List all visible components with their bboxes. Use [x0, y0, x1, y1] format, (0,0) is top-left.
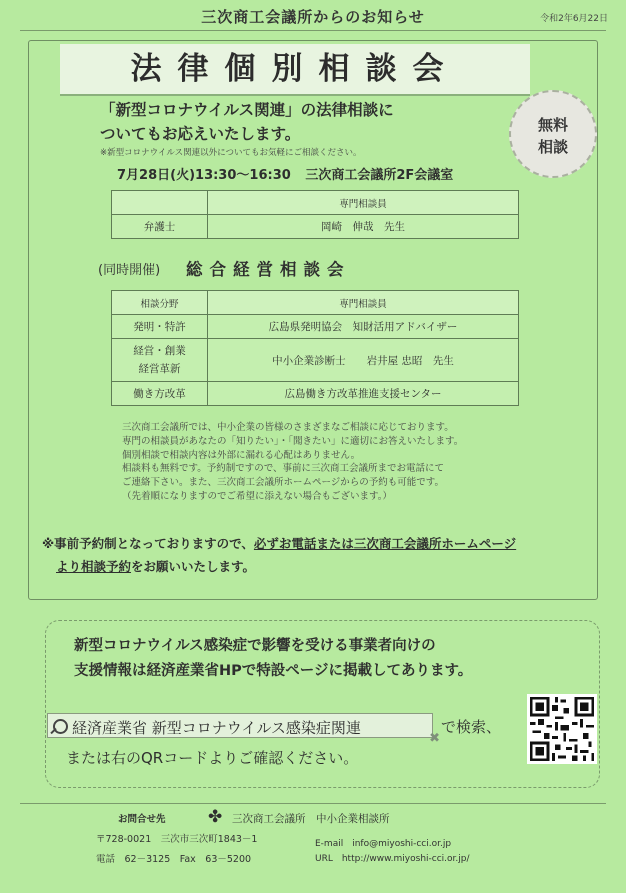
search-icon [53, 719, 68, 734]
event-datetime: 7月28日(火)13:30～16:30 [117, 168, 291, 183]
table-cell-field: 発明・特許 [112, 315, 208, 339]
notice-underlined: 必ずお電話または三次商工会議所ホームページ [253, 536, 517, 551]
qr-code[interactable] [527, 694, 597, 764]
table-cell-advisor: 中小企業診断士 岩井屋 忠昭 先生 [208, 339, 519, 382]
contact-org: 三次商工会議所 中小企業相談所 [232, 813, 390, 825]
lead-line-1: 「新型コロナウイルス関連」の法律相談に [100, 101, 394, 119]
search-box [47, 713, 440, 746]
consultation-table [111, 290, 519, 406]
subevent-prefix: (同時開催) [98, 263, 161, 278]
subevent-title: 総合経営相談会 [186, 260, 351, 279]
description-line: 三次商工会議所では、中小企業の皆様のさまざまなご相談に応じております。 [122, 422, 454, 433]
field-line-1: 経営・創業 [133, 345, 186, 357]
table-cell-advisor: 広島働き方改革推進支援センター [208, 382, 519, 406]
table1-header: 専門相談員 [208, 191, 519, 215]
notice-part-1: ※事前予約制となっておりますので、 [42, 536, 254, 551]
covid-line-3: または右のQRコードよりご確認ください。 [66, 749, 359, 767]
description [122, 421, 522, 504]
search-suffix: で検索、 [441, 718, 502, 736]
contact-url[interactable]: URL http://www.miyoshi-cci.or.jp/ [315, 854, 470, 864]
reservation-notice [42, 532, 516, 578]
header-divider [20, 30, 606, 31]
footer-divider [20, 803, 606, 804]
table-row [112, 315, 519, 339]
chamber-logo-icon: ✤ [208, 807, 223, 827]
notice-underlined-2: より相談予約 [56, 559, 132, 574]
description-line: ご連絡下さい。また、三次商工会議所ホームページからの予約も可能です。 [122, 477, 445, 489]
table-cell-field [112, 339, 208, 382]
notice-header-title: 三次商工会議所からのお知らせ [201, 8, 425, 26]
table2-col1: 相談分野 [112, 291, 208, 315]
table1-role: 弁護士 [112, 215, 208, 239]
lead-line-2: ついてもお応えいたします。 [100, 125, 301, 143]
table-row [112, 339, 519, 382]
description-line: 相談料も無料です。予約制ですので、事前に三次商工会議所までお電話にて [122, 463, 445, 475]
description-line: 専門の相談員があなたの「知りたい」・「聞きたい」に適切にお答えいたします。 [122, 435, 464, 447]
contact-label: お問合せ先 [118, 814, 166, 825]
table-cell-field: 働き方改革 [112, 382, 208, 406]
notice-part-2: をお願いいたします。 [131, 559, 256, 574]
page-title: 法律個別相談会 [60, 44, 530, 96]
covid-line-1: 新型コロナウイルス感染症で影響を受ける事業者向けの [74, 638, 436, 654]
lawyer-table [111, 190, 519, 239]
covid-line-2: 支援情報は経済産業省HPで特設ページに掲載してあります。 [74, 663, 473, 679]
table-row [112, 382, 519, 406]
table2-col2: 専門相談員 [208, 291, 519, 315]
description-line: 個別相談で相談内容は外部に漏れる心配はありません。 [122, 449, 361, 461]
table-cell-advisor: 広島県発明協会 知財活用アドバイザー [208, 315, 519, 339]
issue-date: 令和2年6月22日 [540, 14, 608, 24]
contact-phone: 電話 62－3125 Fax 63－5200 [96, 854, 252, 865]
description-line: （先着順になりますのでご希望に添えない場合もございます。） [122, 490, 392, 502]
event-info [117, 164, 453, 183]
field-line-2: 経営革新 [138, 363, 181, 375]
event-venue: 三次商工会議所2F会議室 [305, 168, 454, 183]
contact-address: 〒728-0021 三次市三次町1843－1 [96, 834, 258, 845]
free-consultation-badge [509, 90, 597, 178]
badge-line-2: 相談 [537, 138, 568, 156]
table1-name: 岡崎 伸哉 先生 [208, 215, 519, 239]
cursor-icon: ✖ [429, 731, 440, 746]
search-text: 経済産業省 新型コロナウイルス感染症関連 [72, 719, 361, 737]
badge-line-1: 無料 [537, 116, 568, 134]
contact-email[interactable]: E-mail info@miyoshi-cci.or.jp [315, 839, 452, 849]
lead-note: ※新型コロナウイルス関連以外についてもお気軽にご相談ください。 [100, 148, 362, 158]
